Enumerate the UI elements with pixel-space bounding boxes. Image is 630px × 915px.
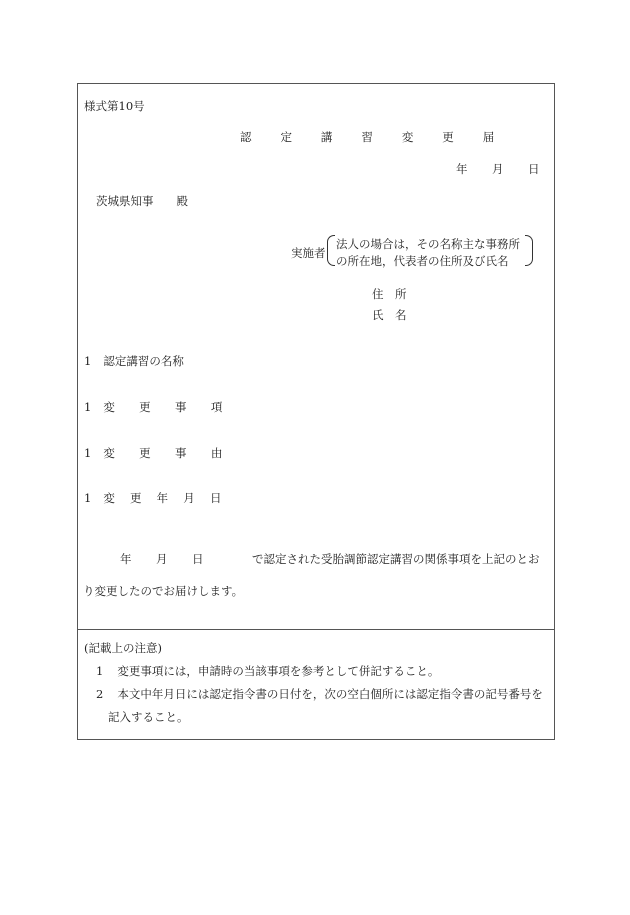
address-label: 住 所	[372, 287, 407, 301]
note-text: 本文中年月日には認定指令書の日付を，次の空白個所には認定指令書の記号番号を	[117, 687, 543, 701]
item-label: 変 更 事 項	[103, 400, 233, 414]
section-divider	[78, 629, 554, 630]
list-item: 1 変 更 事 由	[84, 446, 233, 460]
note-text: 変更事項には，申請時の当該事項を参考として併記すること。	[117, 664, 440, 678]
name-label: 氏 名	[372, 308, 407, 322]
close-bracket	[525, 235, 533, 266]
form-number: 様式第10号	[84, 99, 145, 113]
date-year-label: 年	[456, 162, 468, 176]
body-day: 日	[192, 552, 204, 566]
note-text-continuation: 記入すること。	[108, 710, 189, 724]
note-item: 2 本文中年月日には認定指令書の日付を，次の空白個所には認定指令書の記号番号を	[96, 687, 543, 701]
implementer-note-line1: 法人の場合は，その名称主な事務所	[336, 237, 520, 251]
body-line1: で認定された受胎調節認定講習の関係事項を上記のとお	[252, 552, 540, 566]
body-year: 年	[120, 552, 132, 566]
form-frame	[77, 83, 555, 740]
implementer-label: 実施者	[291, 246, 326, 260]
date-month-label: 月	[492, 162, 504, 176]
note-item: 1 変更事項には，申請時の当該事項を参考として併記すること。	[96, 664, 440, 678]
list-item: 1 変 更 事 項	[84, 400, 233, 414]
addressee: 茨城県知事 殿	[96, 194, 188, 208]
item-label: 変 更 事 由	[103, 446, 233, 460]
list-item: 1 変 更 年 月 日	[84, 491, 228, 505]
body-month: 月	[156, 552, 168, 566]
item-label: 変 更 年 月 日	[103, 491, 228, 505]
form-title: 認 定 講 習 変 更 届	[240, 130, 507, 144]
open-bracket	[327, 235, 335, 266]
implementer-note-line2: の所在地，代表者の住所及び氏名	[336, 254, 509, 268]
list-item: 1 認定講習の名称	[84, 354, 184, 368]
date-day-label: 日	[528, 162, 540, 176]
body-line2: り変更したのでお届けします。	[83, 584, 244, 598]
item-label: 認定講習の名称	[103, 354, 184, 368]
notes-heading: (記載上の注意)	[84, 641, 162, 655]
